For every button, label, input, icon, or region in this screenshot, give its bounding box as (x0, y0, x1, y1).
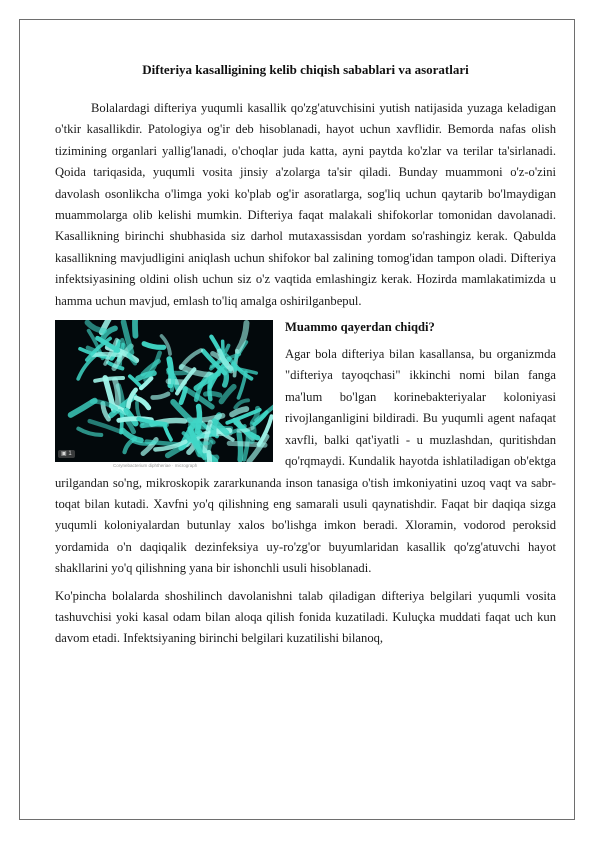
bacterium-rod (205, 393, 219, 395)
document-title: Difteriya kasalligining kelib chiqish sabablari va asoratlari (142, 62, 469, 77)
intro-paragraph: Bolalardagi difteriya yuqumli kasallik qo'zg'atuvchisini yutish natijasida yuzaga keladigan o'tkir kasallikdir. Patologiya og'ir deb hisoblanadi, hayot uchun xavflidir. Bemorda nafas olish tizimining organlari yallig'lanadi, o'choqlar juda katta, ayni paytda ko'zlar va terilar ta'sirlanadi. Qoida tariqasida, yuqumli vosita jinsiy a'zolarga ta'sir qiladi. Bunday muammoni o'z-o'zini davolash osonlikcha o'limga yoki ko'plab og'ir asoratlarga, sog'liq uchun qaytarib bo'lmaydigan muammolarga olib kelishi mumkin. Difteriya faqat malakali shifokorlar tomonidan davolanadi. Kasallikning birinchi shubhasida siz darhol mutaxassisdan yordam so'rashingiz kerak. Qabulda kasallikning mavjudligini aniqlash uchun shifokor bal zalining tomog'idan tampon oladi. Difteriya infektsiyasining oldini olish uchun siz o'z vaqtida emlashingiz kerak. Hozirda mamlakatimizda u hamma uchun mavjud, emlash to'liq amalga oshirilganbepul. (55, 101, 556, 308)
image-credit: Corynebacterium diphtheriae · micrograph (113, 463, 198, 469)
bacterium-rod (93, 354, 120, 355)
bacterium-rod (197, 406, 200, 431)
bacterium-rod (208, 452, 210, 462)
bacterium-rod (115, 380, 119, 407)
bacteria-micrograph-icon (55, 320, 273, 462)
bacterium-rod (224, 369, 226, 385)
bacterium-rod (169, 373, 187, 374)
image-badge: ▣ 1 (58, 450, 75, 458)
section-heading: Muammo qayerdan chiqdi? (285, 320, 435, 335)
bacteria-image (55, 320, 273, 462)
bacteria-figure (55, 320, 273, 468)
bacterium-rod (168, 381, 184, 382)
document-body (55, 60, 556, 650)
closing-paragraph: Ko'pincha bolalarda shoshilinch davolanishni talab qiladigan difteriya belgilari yuqumli vosita tashuvchisi yoki kasal odam bilan aloqa qilish fonida kuzatiladi. Kuluçka muddati faqat uch kun davom etadi. Infektsiyaning birinchi belgilari kuzatilishi bilanoq, (55, 588, 556, 646)
bacterium-rod (135, 320, 136, 336)
bacterium-rod (239, 434, 241, 460)
section-paragraph: Agar bola difteriya bilan kasallansa, bu organizmda "difteriya tayoqchasi" ikkinchi nomi bilan fanga ma'lum bo'lgan korinebakteriyalar koloniyasi rivojlanganligini bildiradi. Bu yuqumli agent nafaqat xavfli, balki qat'iyatli - u muzlashdan, quritishdan qo'rqmaydi. Kundalik hayotda ishlatiladigan ob'ektga urilgandan so'ng, mikroskopik zararkunanda inson tanasiga o'tish imkoniyatini uzoq vaqt va sabr-toqat bilan kutadi. Xavfni yo'q qilishning eng samarali usuli qaynatishdir. Faqat bir daqiqa sizga yuqumli koloniyalardan butunlay xalos bo'lishga imkon beradi. Xloramin, vodorod peroksid yordamida o'n daqiqalik dezinfeksiya uy-ro'zg'or buyumlaridan kasallik qo'zg'atuvchi hayot shakllarini yo'q qilishning yana bir ishonchli usuli hisoblanadi. (55, 347, 556, 576)
